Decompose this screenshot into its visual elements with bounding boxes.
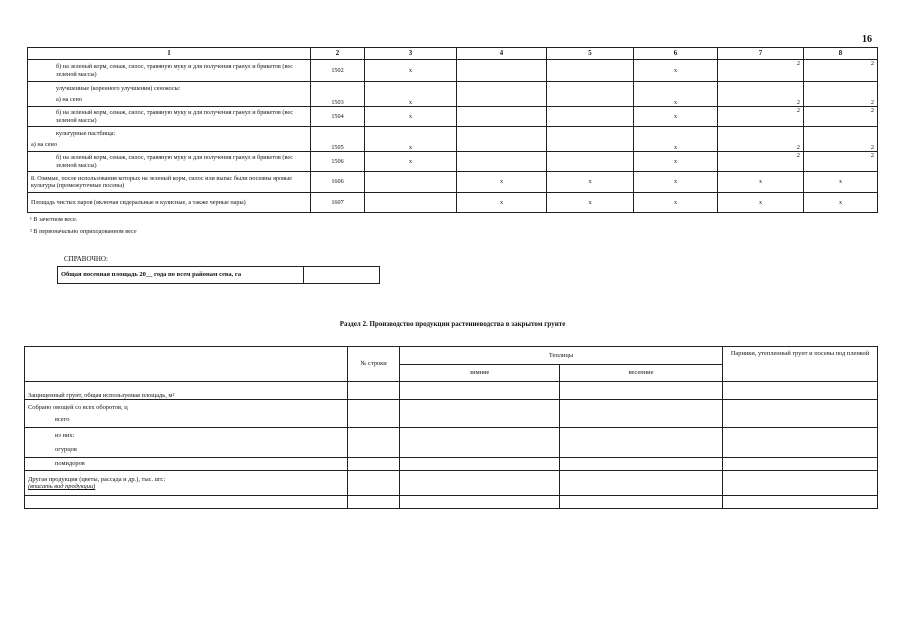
cell: x bbox=[718, 193, 804, 213]
cell: 2 bbox=[718, 152, 804, 172]
table-row bbox=[25, 496, 878, 509]
cell: 2 bbox=[804, 82, 878, 107]
row-label: 8. Озимые, после использования которых на зеленый корм, силос или выпас были посеяны яровые культуры (промежуточные посевы) bbox=[28, 172, 311, 193]
cell: x bbox=[634, 107, 718, 127]
section-title: Раздел 2. Производство продукции растениеводства в закрытом грунте bbox=[339, 320, 566, 328]
table-row bbox=[28, 193, 878, 213]
cell: 2 bbox=[804, 127, 878, 152]
cell: x bbox=[634, 193, 718, 213]
cell[interactable] bbox=[560, 382, 723, 400]
cell: x bbox=[365, 82, 457, 107]
col-4: 4 bbox=[457, 48, 547, 60]
row-code: 1505 bbox=[311, 127, 365, 152]
row-label bbox=[25, 400, 348, 428]
col-winter: зимние bbox=[400, 365, 560, 382]
cell[interactable] bbox=[723, 400, 878, 428]
cell[interactable] bbox=[400, 428, 560, 458]
row-label-text: улучшенные (коренного улучшения) сенокосы: bbox=[56, 84, 181, 92]
row-label-text: из них: bbox=[55, 431, 75, 439]
row-label-text: Собрано овощей со всех оборотов, ц bbox=[28, 403, 128, 411]
cell[interactable] bbox=[348, 458, 400, 471]
footnote-1: ¹ В зачетном весе. bbox=[30, 216, 78, 223]
cell[interactable] bbox=[348, 471, 400, 496]
table-row bbox=[28, 127, 878, 152]
col-6: 6 bbox=[634, 48, 718, 60]
cell: 2 bbox=[718, 127, 804, 152]
cell bbox=[547, 82, 634, 107]
row-sublabel: (вписать вид продукции) bbox=[28, 483, 96, 490]
cell: x bbox=[634, 127, 718, 152]
col-7: 7 bbox=[718, 48, 804, 60]
cell: x bbox=[547, 193, 634, 213]
col-greenhouses: Теплицы bbox=[400, 347, 723, 365]
cell bbox=[457, 60, 547, 82]
reference-box bbox=[57, 266, 380, 284]
row-label bbox=[28, 127, 311, 152]
reference-value-cell[interactable] bbox=[304, 267, 380, 284]
cell[interactable] bbox=[348, 496, 400, 509]
cell: x bbox=[634, 152, 718, 172]
reference-title: СПРАВОЧНО: bbox=[64, 255, 108, 263]
cell bbox=[457, 82, 547, 107]
page-number: 16 bbox=[862, 34, 872, 45]
cell bbox=[457, 152, 547, 172]
cell[interactable] bbox=[723, 428, 878, 458]
cell: x bbox=[804, 172, 878, 193]
table-row bbox=[28, 172, 878, 193]
cell: x bbox=[365, 60, 457, 82]
table-row bbox=[25, 458, 878, 471]
cell bbox=[365, 172, 457, 193]
reference-label: Общая посевная площадь 20__ года по всем районам сева, га bbox=[58, 267, 304, 284]
table-row bbox=[25, 471, 878, 496]
col-hotbeds: Парники, утепленный грунт и посевы под пленкой bbox=[723, 347, 878, 382]
footnote-2: ² В первоначально оприходованном весе bbox=[30, 228, 137, 235]
col-spring: весенние bbox=[560, 365, 723, 382]
cell[interactable] bbox=[400, 400, 560, 428]
row-code: 1503 bbox=[311, 82, 365, 107]
cell[interactable] bbox=[560, 496, 723, 509]
row-label: б) на зеленый корм, сенаж, силос, травяную муку и для получения гранул и брикетов (вес зеленой массы) bbox=[28, 152, 311, 172]
row-label: Площадь чистых паров (включая сидеральные и кулисные, а также черные пары) bbox=[28, 193, 311, 213]
cell bbox=[547, 152, 634, 172]
table-row bbox=[28, 107, 878, 127]
cell[interactable] bbox=[723, 458, 878, 471]
col-5: 5 bbox=[547, 48, 634, 60]
cell: 2 bbox=[718, 107, 804, 127]
cell bbox=[457, 107, 547, 127]
cell: x bbox=[634, 82, 718, 107]
row-label-text: культурные пастбища: bbox=[56, 129, 116, 137]
row-code: 1506 bbox=[311, 152, 365, 172]
row-label[interactable] bbox=[25, 496, 348, 509]
cell[interactable] bbox=[348, 382, 400, 400]
cell: x bbox=[365, 152, 457, 172]
cell[interactable] bbox=[723, 382, 878, 400]
cell[interactable] bbox=[723, 496, 878, 509]
cell[interactable] bbox=[400, 382, 560, 400]
cell[interactable] bbox=[400, 496, 560, 509]
row-label: б) на зеленый корм, сенаж, силос, травяную муку и для получения гранул и брикетов (вес зеленой массы) bbox=[28, 60, 311, 82]
cell[interactable] bbox=[560, 428, 723, 458]
cell[interactable] bbox=[560, 471, 723, 496]
table-row bbox=[25, 428, 878, 458]
col-8: 8 bbox=[804, 48, 878, 60]
row-label bbox=[25, 428, 348, 458]
cell[interactable] bbox=[560, 458, 723, 471]
cell: x bbox=[365, 107, 457, 127]
cell: 2 bbox=[804, 152, 878, 172]
cell: x bbox=[804, 193, 878, 213]
row-label: помидоров bbox=[25, 458, 348, 471]
row-label bbox=[28, 82, 311, 107]
row-sublabel: огурцов bbox=[55, 446, 77, 453]
cell: 2 bbox=[718, 82, 804, 107]
cell: x bbox=[634, 172, 718, 193]
cell[interactable] bbox=[723, 471, 878, 496]
table-row bbox=[28, 152, 878, 172]
row-label: Защищенный грунт, общая используемая площадь, м² bbox=[25, 382, 348, 400]
row-label-text: Другая продукция (цветы, рассада и др.), тыс. шт.: bbox=[28, 475, 166, 483]
cell[interactable] bbox=[560, 400, 723, 428]
row-code: 1504 bbox=[311, 107, 365, 127]
cell: x bbox=[547, 172, 634, 193]
row-sublabel: а) на сено bbox=[56, 96, 82, 103]
col-row-no: № строки bbox=[348, 347, 400, 382]
table-row bbox=[25, 382, 878, 400]
cell: x bbox=[365, 127, 457, 152]
cell bbox=[457, 127, 547, 152]
cell: 2 bbox=[804, 107, 878, 127]
cell: x bbox=[457, 172, 547, 193]
cell: x bbox=[718, 172, 804, 193]
row-label: б) на зеленый корм, сенаж, силос, травяную муку и для получения гранул и брикетов (вес зеленой массы) bbox=[28, 107, 311, 127]
cell[interactable] bbox=[348, 428, 400, 458]
cell[interactable] bbox=[400, 458, 560, 471]
cell bbox=[547, 127, 634, 152]
row-code: 1606 bbox=[311, 172, 365, 193]
greenhouse-table bbox=[24, 346, 878, 509]
row-code: 1607 bbox=[311, 193, 365, 213]
cell: 2 bbox=[804, 60, 878, 82]
header-blank bbox=[25, 347, 348, 382]
cell: 2 bbox=[718, 60, 804, 82]
table-row bbox=[28, 60, 878, 82]
row-sublabel: а) на сено bbox=[31, 141, 57, 148]
col-2: 2 bbox=[311, 48, 365, 60]
table-header bbox=[28, 48, 878, 60]
cell[interactable] bbox=[348, 400, 400, 428]
crop-table bbox=[27, 47, 878, 213]
table-row bbox=[25, 400, 878, 428]
cell bbox=[547, 107, 634, 127]
row-code: 1502 bbox=[311, 60, 365, 82]
row-sublabel: всего bbox=[55, 416, 70, 423]
cell: x bbox=[634, 60, 718, 82]
cell bbox=[365, 193, 457, 213]
cell bbox=[547, 60, 634, 82]
cell: x bbox=[457, 193, 547, 213]
cell[interactable] bbox=[400, 471, 560, 496]
table-row bbox=[28, 82, 878, 107]
col-1: 1 bbox=[28, 48, 311, 60]
row-label bbox=[25, 471, 348, 496]
col-3: 3 bbox=[365, 48, 457, 60]
